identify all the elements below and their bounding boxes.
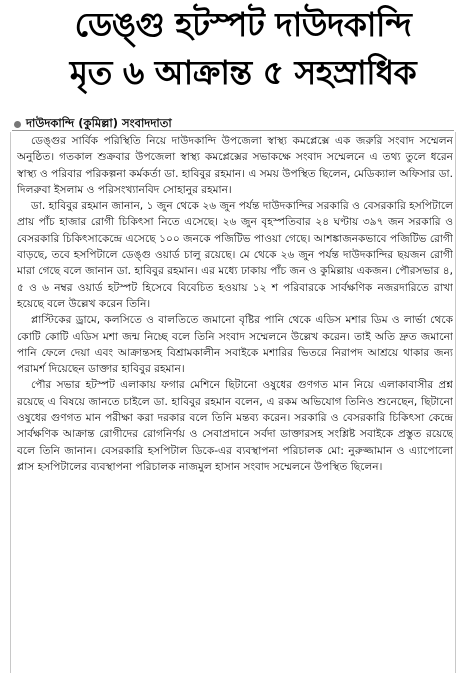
- paragraph-2: ডা. হাবিবুর রহমান জানান, ১ জুন থেকে ২৬ জুন পর্যন্ত দাউদকান্দির সরকারি ও বেসরকারি হসপিটালে প্রায় পাঁচ হাজার রোগী চিকিৎসা নিতে এসেছে। ২৬ জুন বৃহস্পতিবার ২৪ ঘণ্টায় ৩৯৭ জন সরকারি ও বেসরকারি চিকিৎসাকেন্দ্রে এসেছে ১০০ জনকে পজিটিভ পাওয়া গেছে। আশঙ্কাজনকভাবে পজিটিভ রোগী বাড়ছে, তবে হসপিটালে ডেঙ্গু ওয়ার্ড চালু রয়েছে। মে থেকে ২৬ জুন পর্যন্ত দাউদকান্দির ছয়জন রোগী মারা গেছে বলে জানান ডা. হাবিবুর রহমান। এর মধ্যে ঢাকায় পাঁচ জন ও কুমিল্লায় একজন। পৌরসভার ৪, ৫ ও ৬ নম্বর ওয়ার্ড হটস্পট হিসেবে বিবেচিত হওয়ায় ১২ শ পরিবারকে সার্বক্ষণিক নজরদারিতে রাখা হয়েছে বলে উল্লেখ করেন তিনি।: [17, 200, 453, 310]
- article-body: [17, 133, 453, 669]
- byline-divider: [12, 130, 454, 131]
- paragraph-3: প্লাস্টিকের ড্রামে, কলসিতে ও বালতিতে জমানো বৃষ্টির পানি থেকে এডিস মশার ডিম ও লার্ভা থেকে কোটি কোটি এডিস মশা জন্ম নিচ্ছে বলে তিনি সংবাদ সম্মেলনে উল্লেখ করেন। তাই অতি দ্রুত জমানো পানি ফেলে দেয়া এবং আক্রান্তসহ বিশ্রামকালীন সবাইকে মশারির ভিতরে নিরাপদ আশ্রয়ে থাকার জন্য পরামর্শ দিয়েছেন ডাক্তার হাবিবুর রহমান।: [17, 314, 453, 376]
- right-column-rule: [455, 132, 456, 673]
- byline-text: দাউদকান্দি (কুমিল্লা) সংবাদদাতা: [26, 116, 172, 130]
- paragraph-4: পৌর সভার হটস্পট এলাকায় ফগার মেশিনে ছিটানো ওষুধের গুণগত মান নিয়ে এলাকাবাসীর প্রশ্ন রয়েছে এ বিষয়ে জানতে চাইলে ডা. হাবিবুর রহমান বলেন, এ রকম অভিযোগ তিনিও শুনেছেন, ছিটানো ওষুধের গুণগত মান পরীক্ষা করা দরকার বলে তিনি মন্তব্য করেন। সরকারি ও বেসরকারি চিকিৎসা কেন্দ্রে সার্বক্ষণিক আক্রান্ত রোগীদের রোগনির্ণয় ও সেবাপ্রদানে সর্বদা ডাক্তারসহ সংশ্লিষ্ট সবাইকে প্রস্তুত রয়েছে বলে তিনি জানান। বেসরকারি হসপিটাল ডিকে-এর ব্যবস্থাপনা পরিচালক মো: নুরুজ্জামান ও এ্যাপোলো প্লাস হসপিটালের ব্যবস্থাপনা পরিচালক নাজমুল হাসান সংবাদ সম্মেলনে উপস্থিত ছিলেন।: [17, 379, 453, 473]
- byline: [14, 115, 172, 134]
- bullet-dot-icon: [14, 121, 21, 128]
- paragraph-1: ডেঙ্গুর সার্বিক পরিস্থিতি নিয়ে দাউদকান্দি উপজেলা স্বাস্থ্য কমপ্লেক্সে এক জরুরি সংবাদ সম্মেলন অনুষ্ঠিত। গতকাল শুক্রবার উপজেলা স্বাস্থ্য কমপ্লেক্সের সভাকক্ষে সংবাদ সম্মেলনে এ তথ্য তুলে ধরেন স্বাস্থ্য ও পরিবার পরিকল্পনা কর্মকর্তা ডা. হাবিবুর রহমান। এ সময় উপস্থিত ছিলেন, মেডিক্যাল অফিসার ডা. দিলরুবা ইসলাম ও পরিসংখ্যানবিদ সোহানুর রহমান।: [17, 135, 453, 196]
- headline-line-2: মৃত ৬ আক্রান্ত ৫ সহস্রাধিক: [69, 53, 417, 92]
- headline-line-1: ডেঙ্গু হটস্পট দাউদকান্দি: [74, 5, 412, 44]
- left-column-rule: [10, 132, 11, 673]
